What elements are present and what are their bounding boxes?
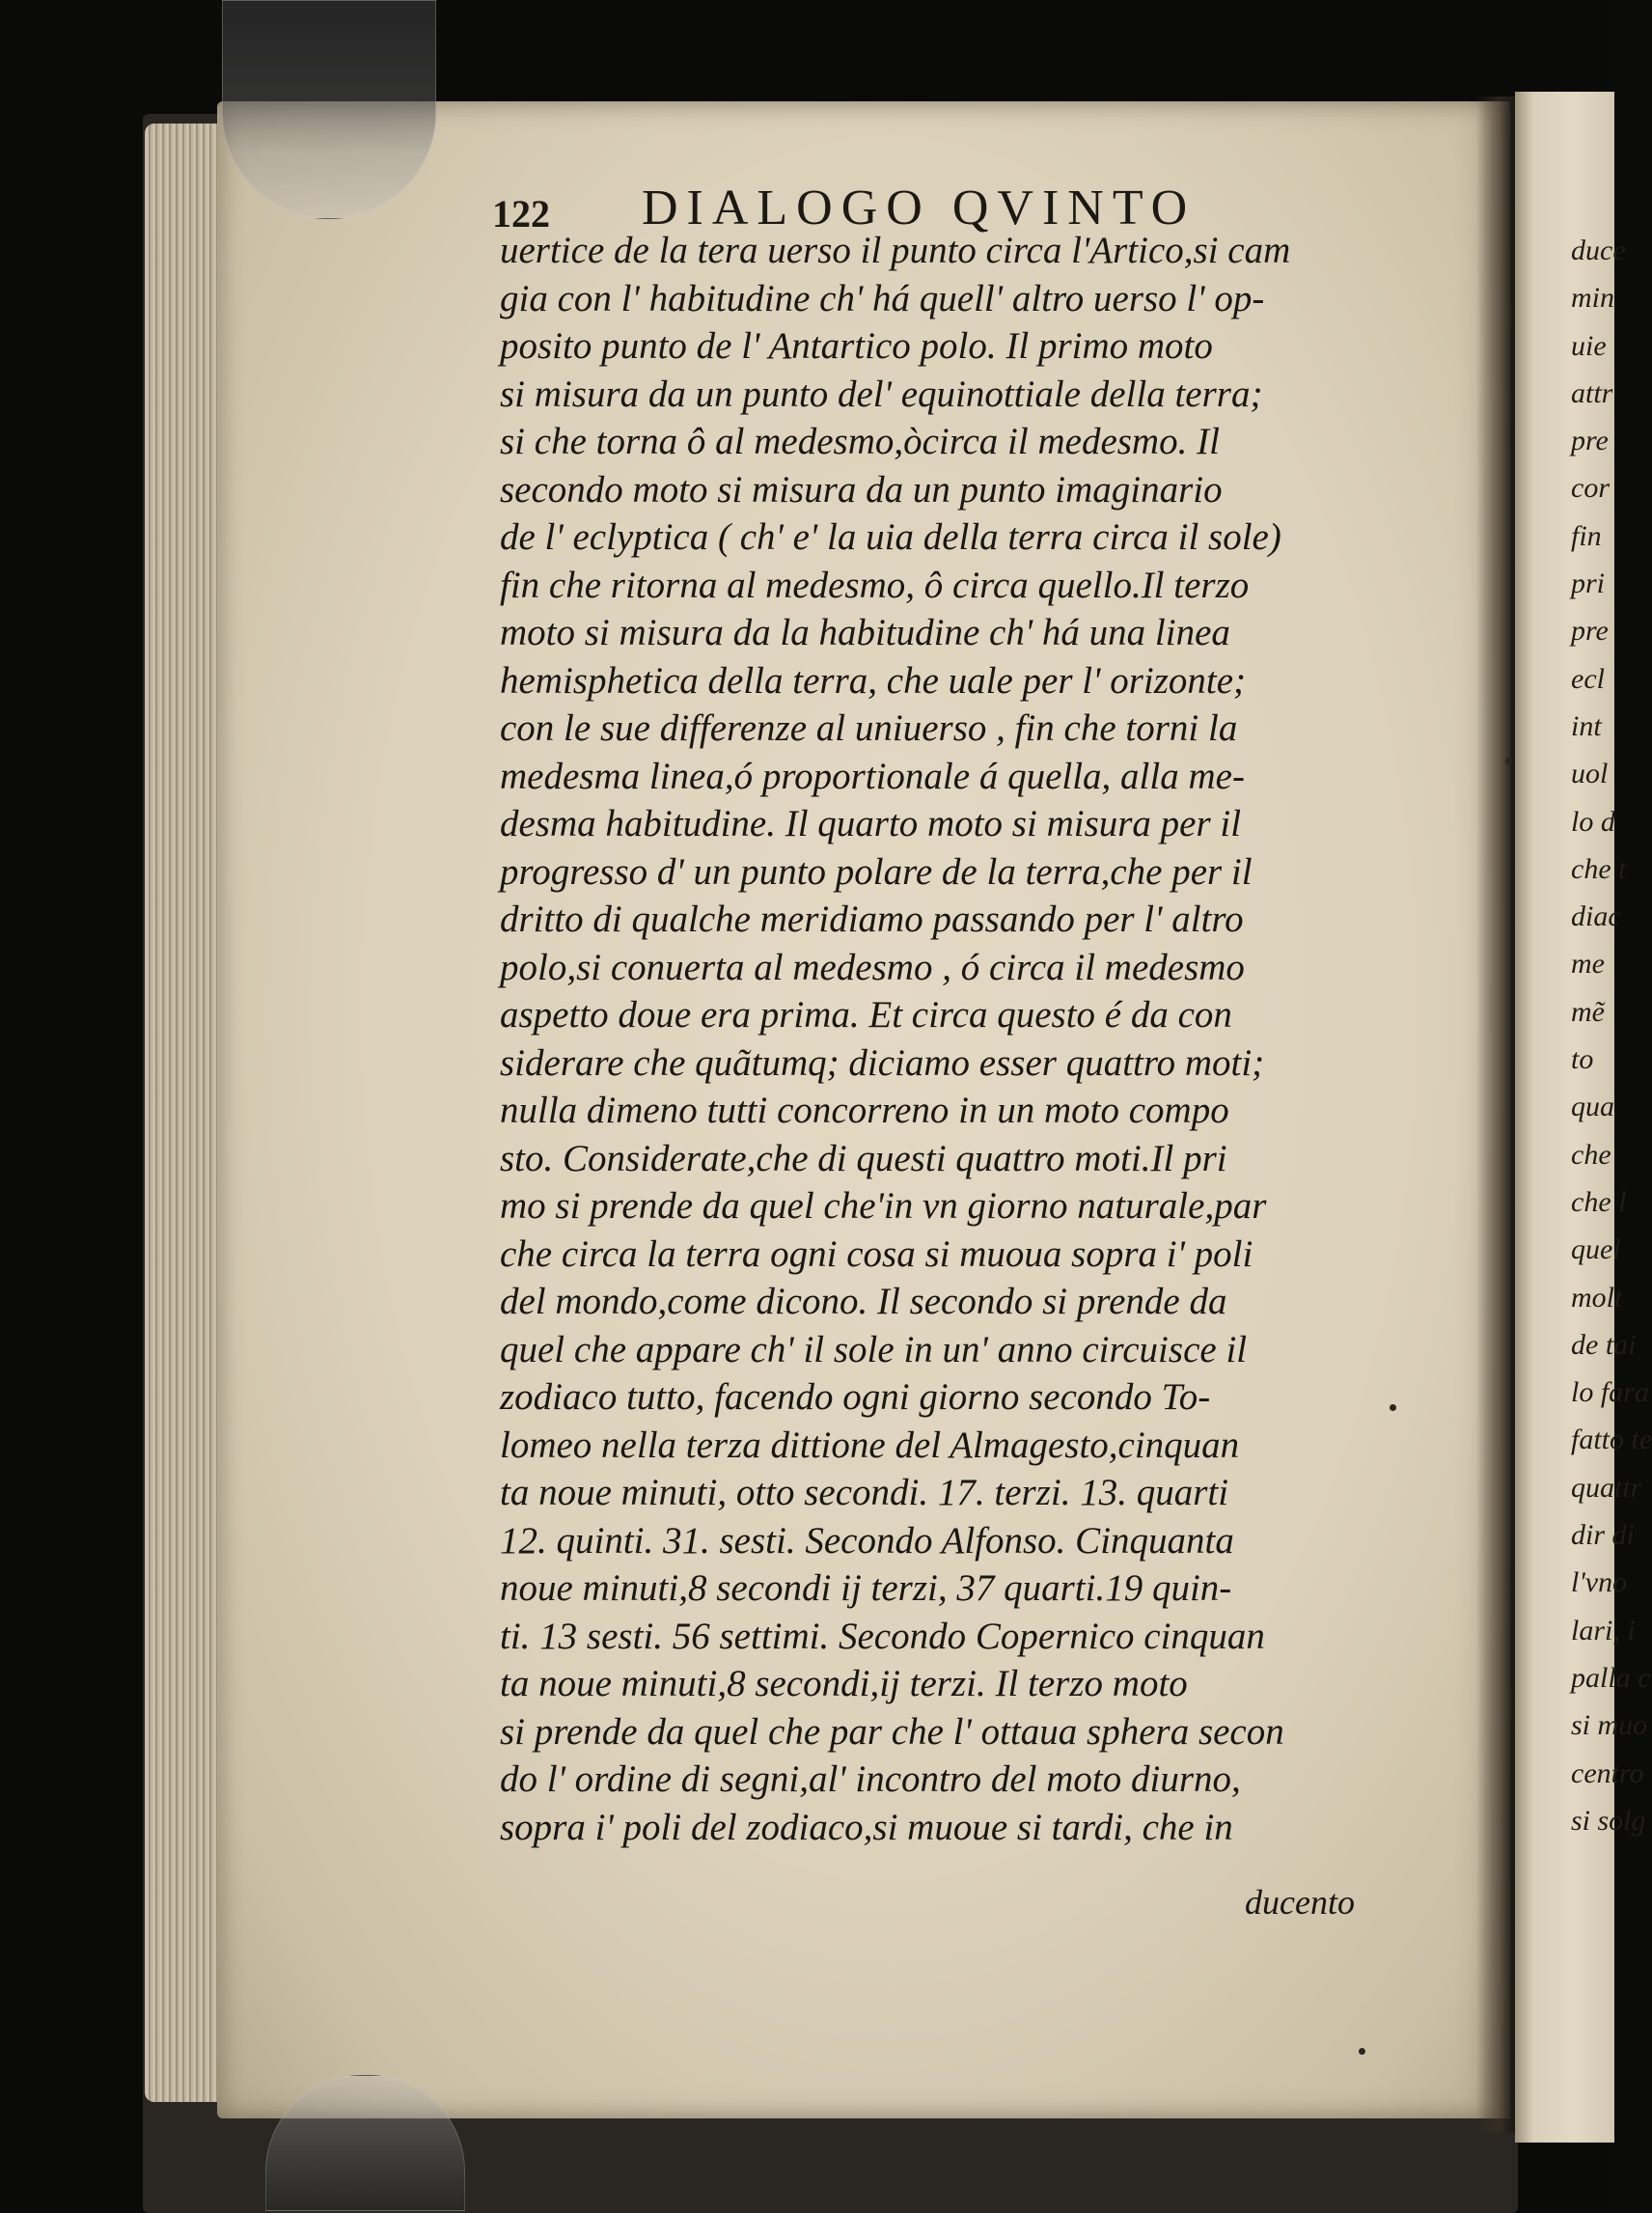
text-line: con le sue differenze al uniuerso , fin che torni la [500,707,1238,749]
facing-page-fragment: pre [1571,615,1609,648]
book-gutter [1476,97,1515,2133]
text-line: do l' ordine di segni,al' incontro del moto diurno, [500,1758,1241,1800]
text-line: mo si prende da quel che'in vn giorno naturale,par [500,1185,1267,1227]
text-line: moto si misura da la habitudine ch' há una linea [500,612,1230,653]
ink-speck [1505,758,1512,764]
facing-page-fragment: diac [1571,900,1621,933]
text-line: hemisphetica della terra, che uale per l' orizonte; [500,659,1247,702]
facing-page-fragment: duce [1571,235,1626,266]
text-line: posito punto de l' Antartico polo. Il primo moto [500,325,1213,367]
facing-page-fragment: attr [1571,376,1613,409]
running-head: DIALOGO QVINTO [642,180,1197,235]
text-line: polo,si conuerta al medesmo , ó circa il medesmo [500,946,1245,988]
text-line: secondo moto si misura da un punto imaginario [500,468,1223,511]
facing-page-fragment: qua [1571,1091,1614,1123]
text-line: lomeo nella terza dittione del Almagesto,cinquan [500,1424,1240,1466]
facing-page-fragment: si muo [1571,1709,1648,1742]
facing-page-fragment: to [1571,1043,1594,1076]
facing-page-fragment: l'vno [1571,1566,1628,1599]
facing-page-fragment: fatto te [1571,1424,1652,1456]
facing-page-fragment: che [1571,1138,1611,1171]
facing-page-fragment: lari, i [1571,1614,1636,1646]
text-line: 12. quinti. 31. sesti. Secondo Alfonso. Cinquanta [500,1519,1234,1562]
text-line: che circa la terra ogni cosa si muoua sopra i' poli [500,1232,1253,1275]
page-number: 122 [492,192,550,235]
facing-page-fragment: mẽ [1571,995,1605,1028]
facing-page-fragment: min [1571,282,1614,315]
text-line: siderare che quãtumq; diciamo esser quattro moti; [500,1041,1265,1084]
facing-page-fragment: fin [1571,519,1602,552]
text-line: medesma linea,ó proportionale á quella, alla me- [500,755,1245,797]
ink-speck [1359,2048,1365,2055]
text-line: si misura da un punto del' equinottiale della terra; [500,373,1263,415]
facing-page-fragment: uie [1571,329,1607,362]
text-line: si prende da quel che par che l' ottaua sphera secon [500,1710,1284,1753]
text-line: quel che appare ch' il sole in un' anno circuisce il [500,1328,1248,1370]
text-line: fin che ritorna al medesmo, ô circa quello.Il terzo [500,564,1250,606]
facing-page-fragment: molt [1571,1281,1623,1314]
text-line: dritto di qualche meridiamo passando per l' altro [500,899,1244,940]
facing-page-fragment: lo d [1571,805,1615,838]
text-line: de l' eclyptica ( ch' e' la uia della terra circa il sole) [500,516,1281,558]
facing-page-fragment: che t [1571,852,1627,885]
facing-page-fragment: si solg [1571,1804,1646,1837]
text-line: zodiaco tutto, facendo ogni giorno secondo To- [500,1376,1211,1418]
catchword: ducento [1245,1883,1355,1922]
text-line: nulla dimeno tutti concorreno in un moto compo [500,1090,1229,1131]
text-line: sto. Considerate,che di questi quattro moti.Il pri [500,1137,1227,1179]
facing-page-fragment: cor [1571,472,1610,505]
top-page-clip [222,0,436,219]
facing-page-fragment: ecl [1571,662,1605,695]
text-line: del mondo,come dicono. Il secondo si prende da [500,1281,1227,1322]
facing-page-fragment: quattr [1571,1471,1642,1504]
body-text [500,227,1397,1887]
facing-page-text [1571,227,1652,1844]
text-line: progresso d' un punto polare de la terra,che per il [500,850,1253,893]
facing-page-fragment: pre [1571,425,1609,457]
facing-page-fragment: me [1571,948,1605,981]
facing-page-fragment: lo fara [1571,1376,1649,1409]
ink-speck [1390,1404,1396,1411]
text-line: sopra i' poli del zodiaco,si muoue si tardi, che in [500,1806,1233,1848]
facing-page-fragment: de tai [1571,1328,1637,1361]
text-line: gia con l' habitudine ch' há quell' altro uerso l' op- [500,277,1265,319]
facing-page-fragment: che l [1571,1185,1627,1218]
text-line: ta noue minuti,8 secondi,ij terzi. Il terzo moto [500,1663,1188,1704]
facing-page-fragment: int [1571,709,1602,742]
facing-page-fragment: dir di [1571,1519,1635,1552]
facing-page-fragment: quel [1571,1233,1621,1266]
text-line: uertice de la tera uerso il punto circa l'Artico,si cam [500,230,1291,271]
text-line: desma habitudine. Il quarto moto si misura per il [500,803,1242,844]
facing-page-fragment: palla c [1571,1661,1651,1694]
text-line: aspetto doue era prima. Et circa questo é da con [500,994,1232,1036]
facing-page-fragment: pri [1571,567,1606,600]
text-line: ta noue minuti, otto secondi. 17. terzi. 13. quarti [500,1472,1229,1513]
facing-page-fragment: uol [1571,758,1609,790]
text-line: noue minuti,8 secondi ij terzi, 37 quarti.19 quin- [500,1567,1232,1609]
facing-page-fragment: centro [1571,1757,1644,1789]
text-line: ti. 13 sesti. 56 settimi. Secondo Copernico cinquan [500,1615,1265,1657]
text-line: si che torna ô al medesmo,òcirca il medesmo. Il [500,421,1220,462]
